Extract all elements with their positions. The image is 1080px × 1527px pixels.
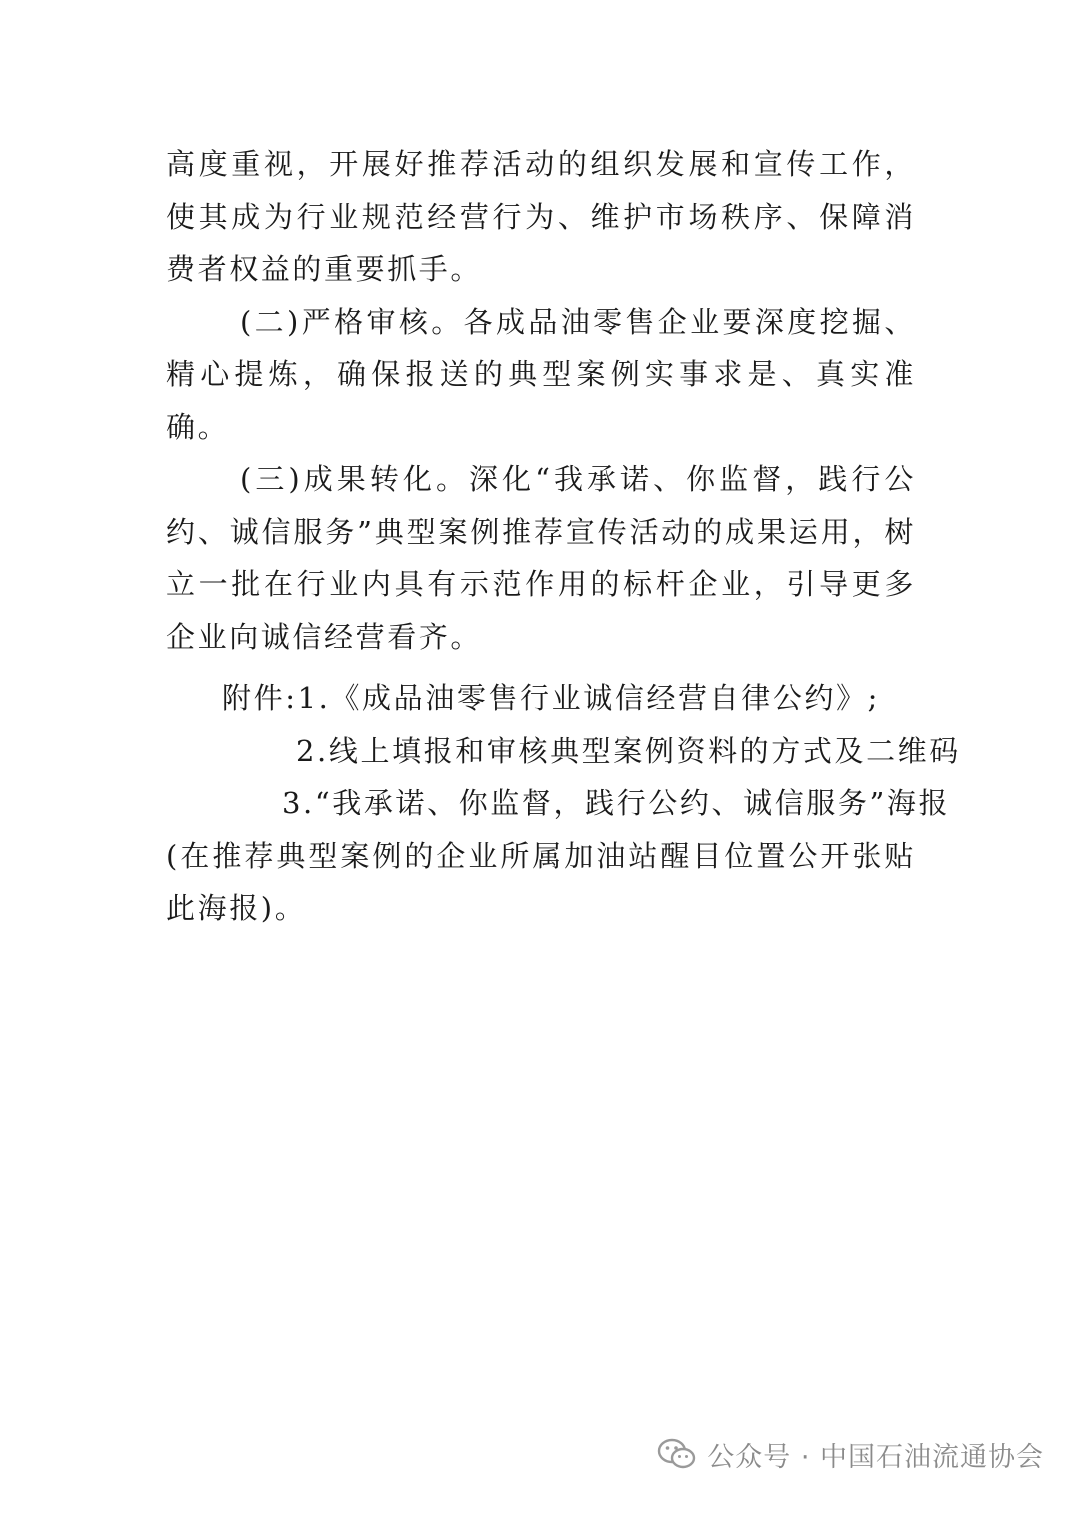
paragraph-continuation: 高度重视，开展好推荐活动的组织发展和宣传工作，使其成为行业规范经营行为、维护市场秩序、保障消费者权益的重要抓手。 [166,147,916,286]
attachments-section [166,672,961,935]
paragraph-results-transformation: (三)成果转化。深化“我承诺、你监督，践行公约、诚信服务”典型案例推荐宣传活动的成果运用，树立一批在行业内具有示范作用的标杆企业，引导更多企业向诚信经营看齐。 [166,462,916,654]
attachment-item-1: 附件:1.《成品油零售行业诚信经营自律公约》; [222,681,881,715]
wechat-icon [657,1437,697,1471]
watermark-text: 公众号 · 中国石油流通协会 [707,1441,1044,1473]
attachment-item-3: 3.“我承诺、你监督，践行公约、诚信服务”海报 [282,786,951,820]
paragraph-strict-review: (二)严格审核。各成品油零售企业要深度挖掘、精心提炼，确保报送的典型案例实事求是、真实准确。 [166,304,916,444]
wechat-watermark [657,1430,1044,1478]
attachment-item-2: 2.线上填报和审核典型案例资料的方式及二维码 [296,733,961,768]
attachment-item-3-note: (在推荐典型案例的企业所属加油站醒目位置公开张贴此海报)。 [166,838,916,925]
document-body [166,138,916,663]
